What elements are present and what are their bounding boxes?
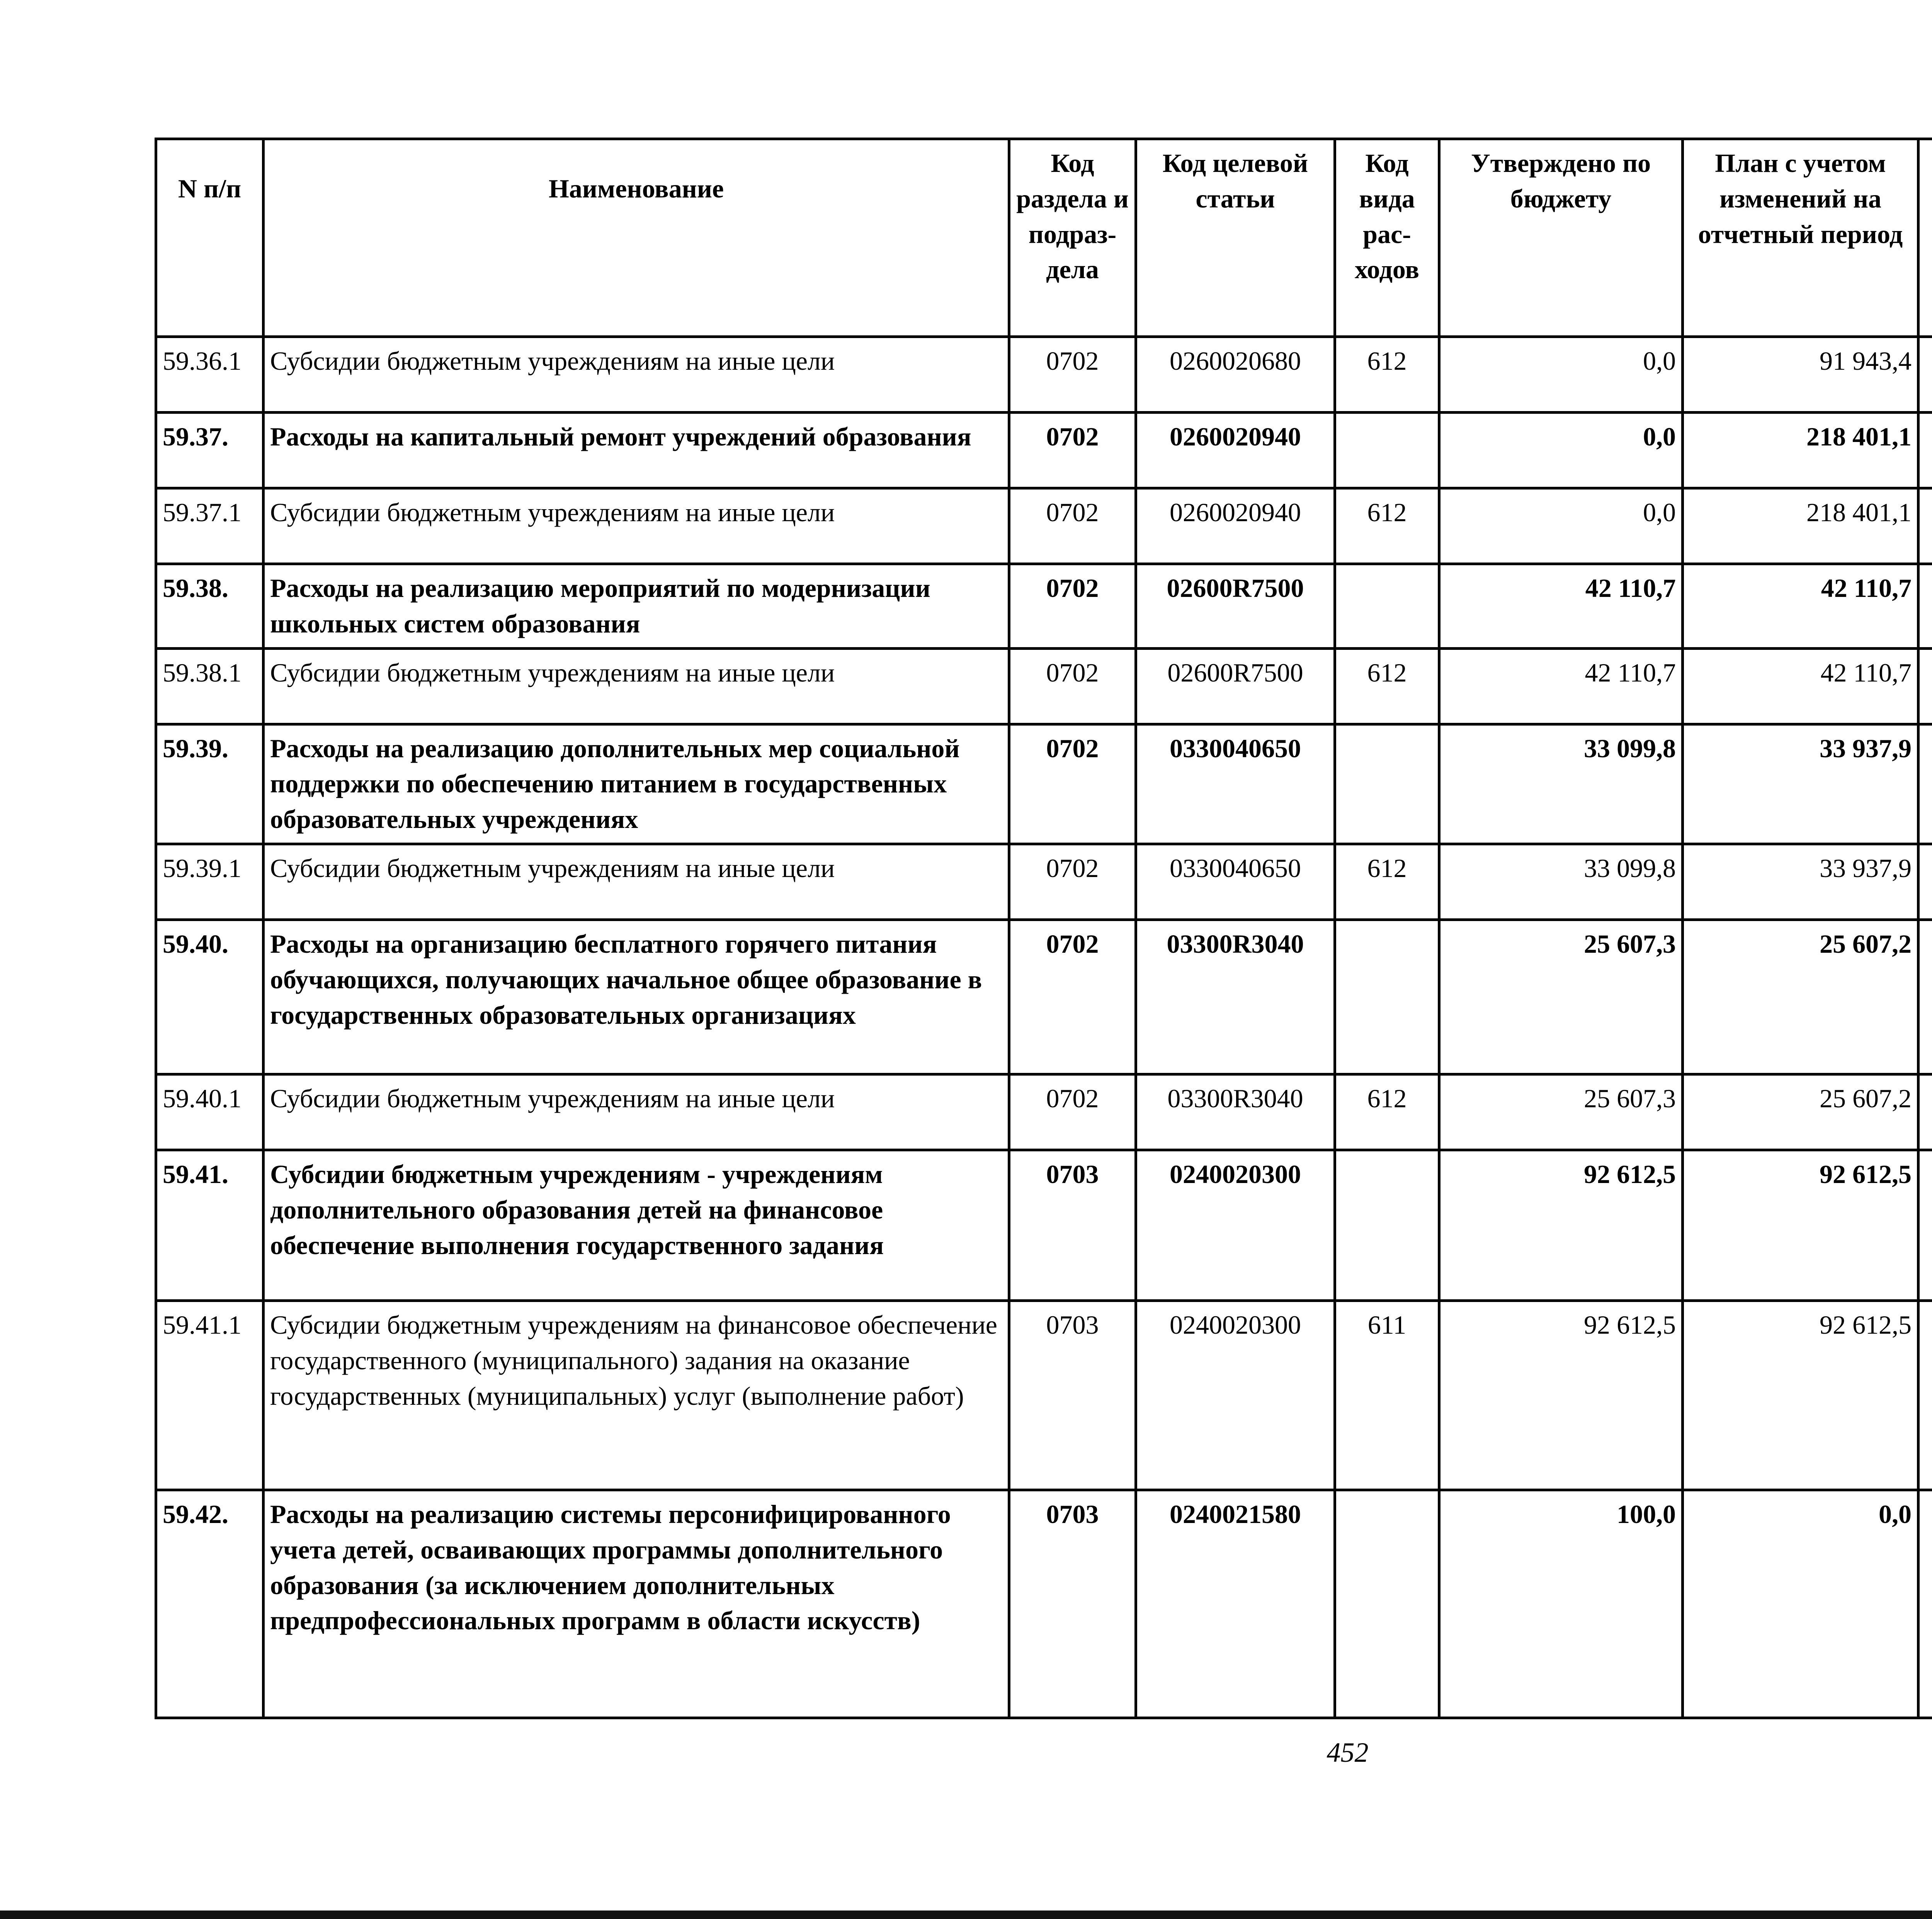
cell-expense-code: 612 xyxy=(1335,648,1439,724)
cell-approved: 42 110,7 xyxy=(1439,564,1683,649)
cell-num: 59.41. xyxy=(156,1150,264,1300)
header-num: N п/п xyxy=(156,139,264,337)
cell-num: 59.37. xyxy=(156,413,264,488)
cell-expense-code xyxy=(1335,413,1439,488)
cell-target-code: 02600R7500 xyxy=(1136,648,1335,724)
budget-execution-table xyxy=(155,138,1932,1719)
scan-edge-bottom xyxy=(0,1911,1932,1919)
cell-name: Субсидии бюджетным учреждениям на иные цели xyxy=(264,337,1009,413)
table-row xyxy=(156,413,1932,488)
cell-target-code: 0240020300 xyxy=(1136,1150,1335,1300)
cell-approved: 0,0 xyxy=(1439,488,1683,564)
cell-num: 59.37.1 xyxy=(156,488,264,564)
cell-name: Субсидии бюджетным учреждениям на иные цели xyxy=(264,648,1009,724)
cell-target-code: 03300R3040 xyxy=(1136,920,1335,1074)
cell-approved: 42 110,7 xyxy=(1439,648,1683,724)
cell-name: Расходы на реализацию дополнительных мер социальной поддержки по обеспечению питанием в государственных образовательных учреждениях xyxy=(264,724,1009,844)
table-row xyxy=(156,1300,1932,1490)
cell-executed xyxy=(1918,488,1932,564)
cell-name: Расходы на реализацию мероприятий по модернизации школьных систем образования xyxy=(264,564,1009,649)
cell-executed xyxy=(1918,1300,1932,1490)
cell-section-code: 0702 xyxy=(1009,724,1136,844)
cell-target-code: 02600R7500 xyxy=(1136,564,1335,649)
cell-expense-code: 612 xyxy=(1335,337,1439,413)
cell-plan: 218 401,1 xyxy=(1683,488,1918,564)
cell-target-code: 0260020680 xyxy=(1136,337,1335,413)
cell-approved: 25 607,3 xyxy=(1439,920,1683,1074)
cell-executed xyxy=(1918,1150,1932,1300)
page-number: 452 xyxy=(1327,1737,1369,1768)
cell-expense-code: 611 xyxy=(1335,1300,1439,1490)
cell-section-code: 0702 xyxy=(1009,844,1136,920)
cell-num: 59.38.1 xyxy=(156,648,264,724)
cell-name: Субсидии бюджетным учреждениям на иные цели xyxy=(264,488,1009,564)
cell-target-code: 0260020940 xyxy=(1136,488,1335,564)
cell-approved: 92 612,5 xyxy=(1439,1150,1683,1300)
cell-plan: 33 937,9 xyxy=(1683,844,1918,920)
cell-num: 59.40.1 xyxy=(156,1074,264,1150)
header-target-code: Код целевой статьи xyxy=(1136,139,1335,337)
cell-target-code: 03300R3040 xyxy=(1136,1074,1335,1150)
cell-section-code: 0702 xyxy=(1009,564,1136,649)
cell-name: Субсидии бюджетным учреждениям на иные цели xyxy=(264,844,1009,920)
cell-expense-code xyxy=(1335,920,1439,1074)
cell-plan: 25 607,2 xyxy=(1683,1074,1918,1150)
header-executed xyxy=(1918,139,1932,337)
cell-executed xyxy=(1918,1074,1932,1150)
cell-executed xyxy=(1918,564,1932,649)
cell-expense-code: 612 xyxy=(1335,844,1439,920)
cell-approved: 0,0 xyxy=(1439,337,1683,413)
header-approved: Утверждено по бюджету xyxy=(1439,139,1683,337)
table-row xyxy=(156,920,1932,1074)
cell-expense-code xyxy=(1335,564,1439,649)
cell-section-code: 0702 xyxy=(1009,648,1136,724)
table-body xyxy=(156,337,1932,1718)
header-expense-code: Код вида рас-ходов xyxy=(1335,139,1439,337)
cell-section-code: 0702 xyxy=(1009,488,1136,564)
cell-executed xyxy=(1918,337,1932,413)
cell-approved: 92 612,5 xyxy=(1439,1300,1683,1490)
header-plan: План с учетом изменений на отчетный период xyxy=(1683,139,1918,337)
cell-plan: 0,0 xyxy=(1683,1490,1918,1718)
cell-section-code: 0703 xyxy=(1009,1300,1136,1490)
cell-section-code: 0702 xyxy=(1009,920,1136,1074)
cell-name: Субсидии бюджетным учреждениям - учреждениям дополнительного образования детей на финансовое обеспечение выполнения государственного задания xyxy=(264,1150,1009,1300)
cell-approved: 0,0 xyxy=(1439,413,1683,488)
cell-section-code: 0702 xyxy=(1009,413,1136,488)
cell-num: 59.38. xyxy=(156,564,264,649)
cell-plan: 33 937,9 xyxy=(1683,724,1918,844)
cell-executed xyxy=(1918,1490,1932,1718)
cell-expense-code: 612 xyxy=(1335,1074,1439,1150)
cell-target-code: 0240021580 xyxy=(1136,1490,1335,1718)
cell-section-code: 0702 xyxy=(1009,1074,1136,1150)
cell-plan: 92 612,5 xyxy=(1683,1300,1918,1490)
cell-approved: 33 099,8 xyxy=(1439,844,1683,920)
cell-plan: 42 110,7 xyxy=(1683,648,1918,724)
table-row xyxy=(156,1490,1932,1718)
cell-target-code: 0330040650 xyxy=(1136,844,1335,920)
cell-expense-code xyxy=(1335,724,1439,844)
table-row xyxy=(156,844,1932,920)
cell-section-code: 0703 xyxy=(1009,1150,1136,1300)
table-row xyxy=(156,564,1932,649)
cell-executed xyxy=(1918,844,1932,920)
cell-num: 59.36.1 xyxy=(156,337,264,413)
cell-num: 59.41.1 xyxy=(156,1300,264,1490)
cell-name: Субсидии бюджетным учреждениям на финансовое обеспечение государственного (муниципального) задания на оказание государственных (муниципальных) услуг (выполнение работ) xyxy=(264,1300,1009,1490)
cell-plan: 42 110,7 xyxy=(1683,564,1918,649)
cell-executed xyxy=(1918,648,1932,724)
table-row xyxy=(156,1074,1932,1150)
cell-approved: 100,0 xyxy=(1439,1490,1683,1718)
header-name: Наименование xyxy=(264,139,1009,337)
table-row xyxy=(156,1150,1932,1300)
cell-num: 59.40. xyxy=(156,920,264,1074)
cell-expense-code xyxy=(1335,1150,1439,1300)
cell-expense-code: 612 xyxy=(1335,488,1439,564)
cell-executed xyxy=(1918,413,1932,488)
cell-executed xyxy=(1918,724,1932,844)
cell-name: Субсидии бюджетным учреждениям на иные цели xyxy=(264,1074,1009,1150)
cell-num: 59.39. xyxy=(156,724,264,844)
cell-plan: 218 401,1 xyxy=(1683,413,1918,488)
cell-section-code: 0702 xyxy=(1009,337,1136,413)
cell-executed xyxy=(1918,920,1932,1074)
cell-plan: 25 607,2 xyxy=(1683,920,1918,1074)
cell-section-code: 0703 xyxy=(1009,1490,1136,1718)
table-header xyxy=(156,139,1932,337)
cell-num: 59.42. xyxy=(156,1490,264,1718)
table-row xyxy=(156,488,1932,564)
header-section-code: Код раздела и подраз-дела xyxy=(1009,139,1136,337)
table-row xyxy=(156,337,1932,413)
table-row xyxy=(156,648,1932,724)
cell-expense-code xyxy=(1335,1490,1439,1718)
cell-target-code: 0330040650 xyxy=(1136,724,1335,844)
cell-approved: 33 099,8 xyxy=(1439,724,1683,844)
table-row xyxy=(156,724,1932,844)
cell-plan: 92 612,5 xyxy=(1683,1150,1918,1300)
cell-name: Расходы на капитальный ремонт учреждений образования xyxy=(264,413,1009,488)
cell-plan: 91 943,4 xyxy=(1683,337,1918,413)
cell-name: Расходы на реализацию системы персонифицированного учета детей, осваивающих программы дополнительного образования (за исключением дополнительных предпрофессиональных программ в области искусств) xyxy=(264,1490,1009,1718)
cell-target-code: 0240020300 xyxy=(1136,1300,1335,1490)
cell-num: 59.39.1 xyxy=(156,844,264,920)
cell-target-code: 0260020940 xyxy=(1136,413,1335,488)
cell-name: Расходы на организацию бесплатного горячего питания обучающихся, получающих начальное общее образование в государственных образовательных организациях xyxy=(264,920,1009,1074)
cell-approved: 25 607,3 xyxy=(1439,1074,1683,1150)
